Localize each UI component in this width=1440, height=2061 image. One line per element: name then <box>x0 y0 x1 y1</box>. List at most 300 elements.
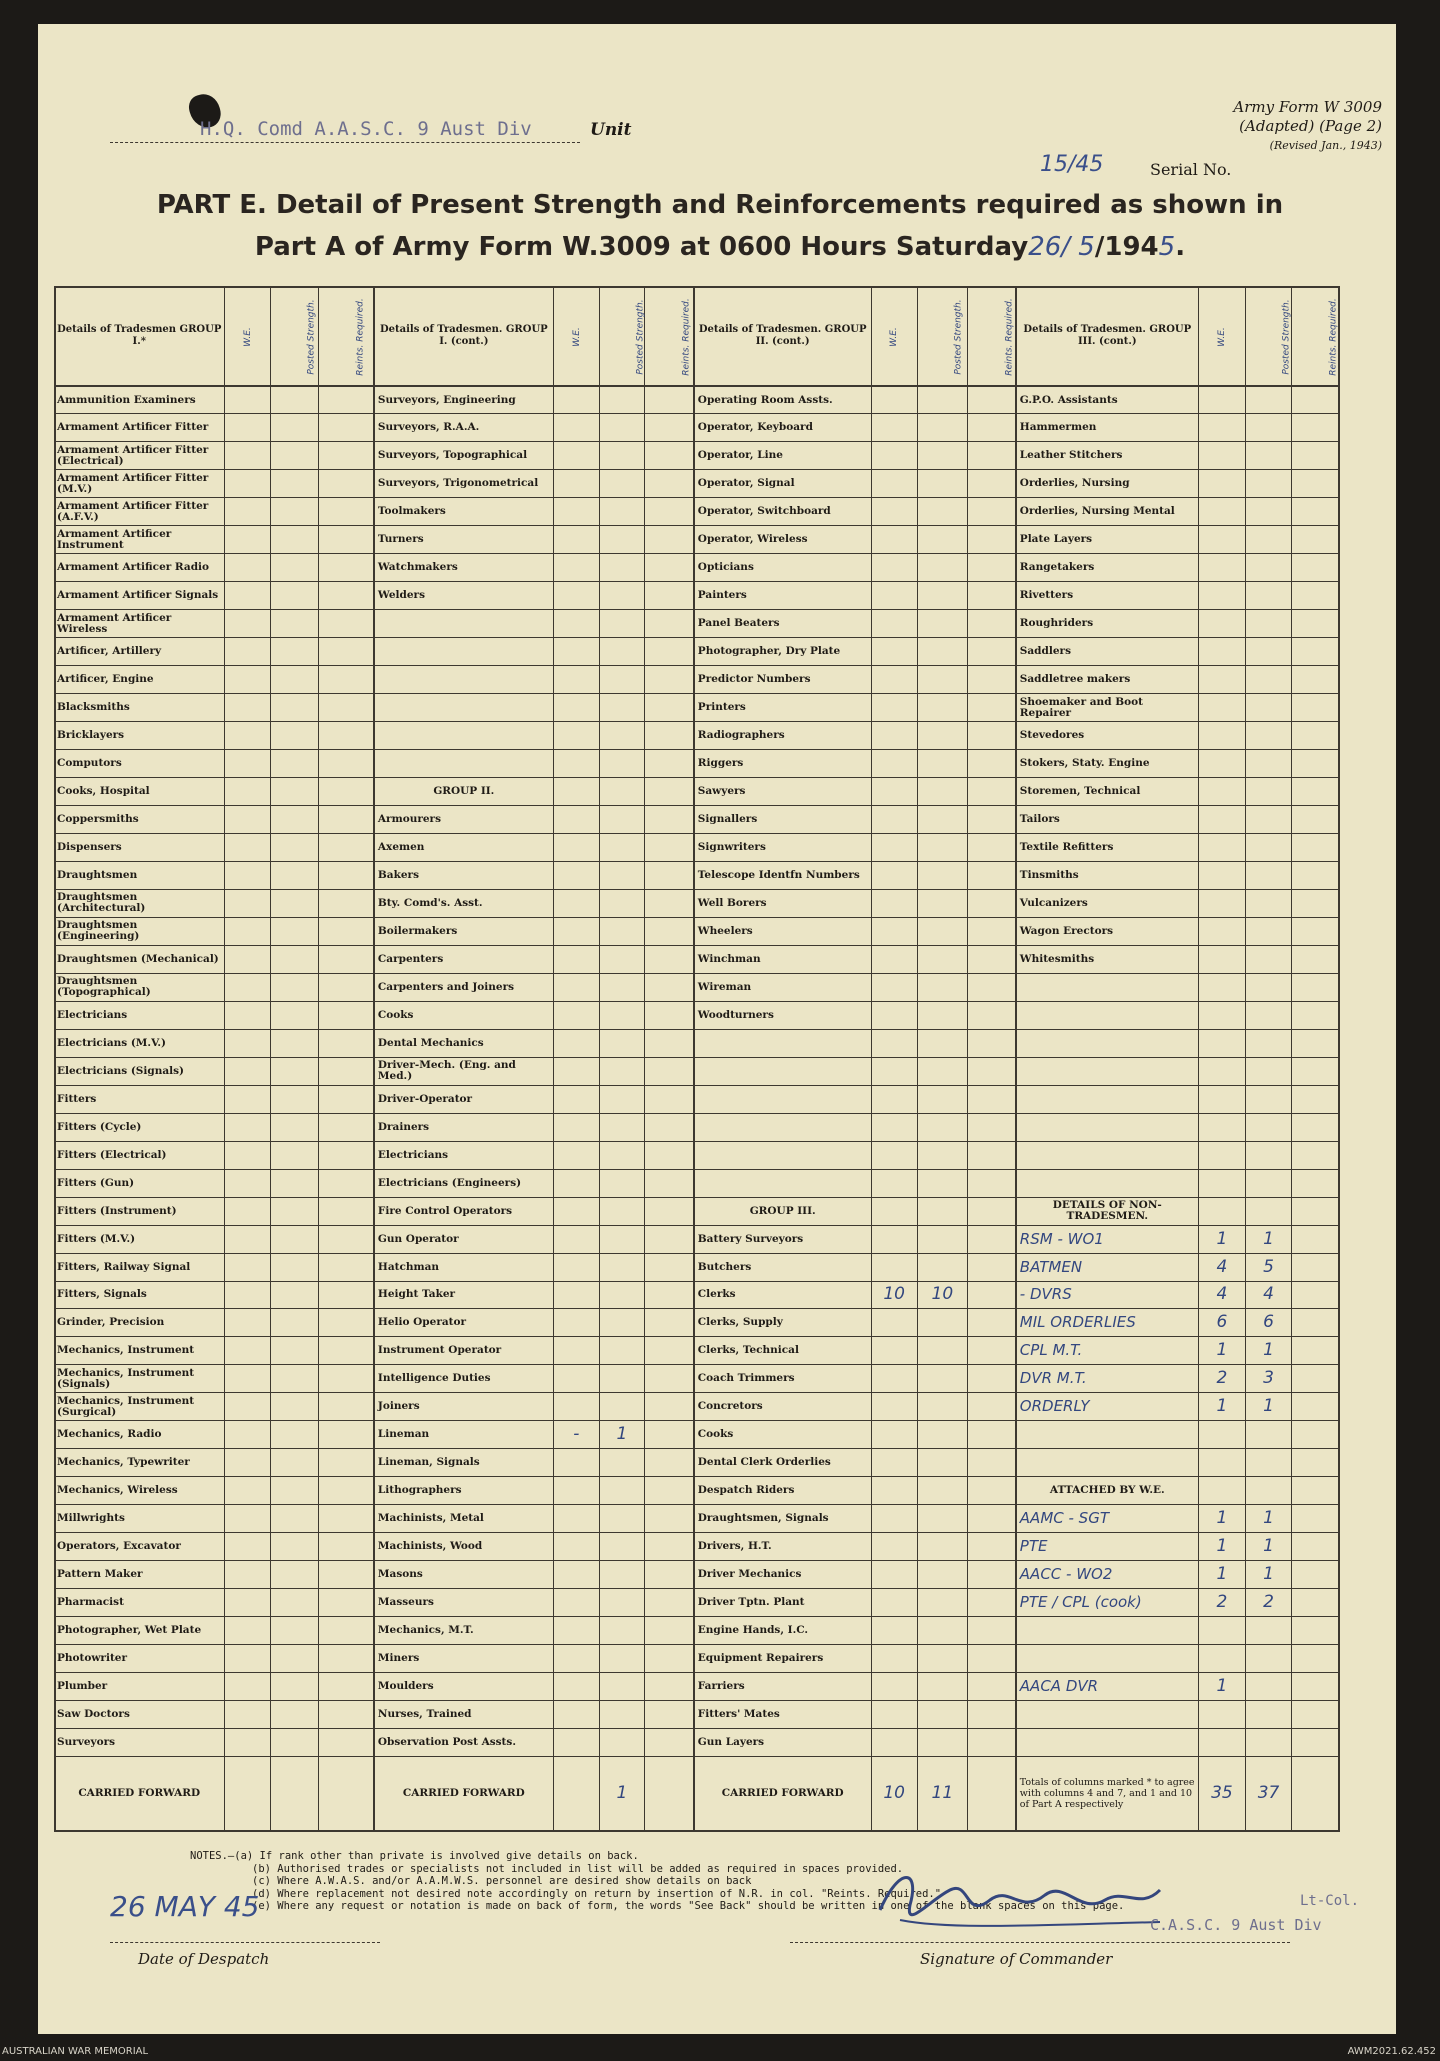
cell-we[interactable] <box>553 1449 599 1477</box>
cell-reints[interactable] <box>645 1701 694 1729</box>
cell-posted[interactable]: 1 <box>1245 1505 1291 1533</box>
cell-we[interactable] <box>871 414 917 442</box>
cell-reints[interactable] <box>968 889 1016 917</box>
cell-we[interactable] <box>1198 526 1245 554</box>
cell-we[interactable] <box>225 638 270 666</box>
cell-we[interactable] <box>553 1309 599 1337</box>
cell-reints[interactable] <box>968 1477 1016 1505</box>
cell-reints[interactable] <box>645 1225 694 1253</box>
cell-posted[interactable] <box>599 666 644 694</box>
cell-posted[interactable] <box>270 1225 318 1253</box>
cell-we[interactable] <box>225 694 270 722</box>
cell-reints[interactable] <box>1292 750 1340 778</box>
cell-reints[interactable] <box>1292 638 1340 666</box>
cell-posted[interactable] <box>1245 1001 1291 1029</box>
cell-we[interactable] <box>1198 973 1245 1001</box>
cell-reints[interactable] <box>1292 722 1340 750</box>
cell-reints[interactable] <box>968 666 1016 694</box>
cell-reints[interactable] <box>318 1141 374 1169</box>
cell-we[interactable] <box>225 1113 270 1141</box>
cell-we[interactable] <box>225 554 270 582</box>
cell-reints[interactable] <box>968 861 1016 889</box>
cell-reints[interactable] <box>1292 1701 1340 1729</box>
cell-reints[interactable] <box>645 1029 694 1057</box>
cell-we[interactable] <box>225 1393 270 1421</box>
cell-reints[interactable] <box>968 1533 1016 1561</box>
cell-reints[interactable] <box>1292 666 1340 694</box>
cell-reints[interactable] <box>1292 694 1340 722</box>
cell-posted[interactable] <box>270 1477 318 1505</box>
cell-we[interactable]: 2 <box>1198 1589 1245 1617</box>
cell-we[interactable] <box>553 806 599 834</box>
cell-posted[interactable] <box>917 442 967 470</box>
cell-posted[interactable] <box>270 1057 318 1085</box>
cell-reints[interactable] <box>318 1281 374 1309</box>
cell-posted[interactable] <box>917 470 967 498</box>
cell-posted[interactable] <box>270 610 318 638</box>
cell-reints[interactable] <box>1292 973 1340 1001</box>
cell-reints[interactable] <box>318 750 374 778</box>
cell-posted[interactable]: 37 <box>1245 1756 1291 1831</box>
cell-we[interactable] <box>871 1141 917 1169</box>
cell-reints[interactable] <box>318 1225 374 1253</box>
cell-we[interactable]: 1 <box>1198 1533 1245 1561</box>
cell-we[interactable] <box>225 1337 270 1365</box>
cell-we[interactable] <box>225 945 270 973</box>
cell-reints[interactable] <box>968 442 1016 470</box>
cell-posted[interactable] <box>599 498 644 526</box>
cell-we[interactable] <box>871 1001 917 1029</box>
cell-posted[interactable] <box>270 778 318 806</box>
cell-reints[interactable] <box>318 1756 374 1831</box>
cell-posted[interactable] <box>599 1309 644 1337</box>
cell-we[interactable] <box>553 694 599 722</box>
cell-posted[interactable] <box>1245 806 1291 834</box>
cell-reints[interactable] <box>1292 1113 1340 1141</box>
cell-posted[interactable] <box>270 973 318 1001</box>
cell-we[interactable] <box>553 1253 599 1281</box>
cell-posted[interactable]: 4 <box>1245 1281 1291 1309</box>
cell-posted[interactable] <box>599 1057 644 1085</box>
cell-we[interactable] <box>225 889 270 917</box>
cell-posted[interactable] <box>270 1589 318 1617</box>
cell-posted[interactable] <box>270 806 318 834</box>
cell-reints[interactable] <box>645 694 694 722</box>
cell-reints[interactable] <box>318 1337 374 1365</box>
cell-reints[interactable] <box>318 1477 374 1505</box>
cell-we[interactable] <box>225 470 270 498</box>
cell-we[interactable] <box>871 1029 917 1057</box>
cell-posted[interactable]: 1 <box>1245 1561 1291 1589</box>
cell-we[interactable] <box>225 526 270 554</box>
cell-posted[interactable]: 6 <box>1245 1309 1291 1337</box>
cell-posted[interactable] <box>917 1477 967 1505</box>
cell-we[interactable] <box>553 1197 599 1225</box>
cell-reints[interactable] <box>968 945 1016 973</box>
cell-we[interactable]: 1 <box>1198 1337 1245 1365</box>
cell-reints[interactable] <box>1292 582 1340 610</box>
cell-posted[interactable] <box>1245 414 1291 442</box>
cell-we[interactable] <box>225 973 270 1001</box>
cell-reints[interactable] <box>318 1253 374 1281</box>
cell-posted[interactable]: 1 <box>599 1421 644 1449</box>
cell-we[interactable] <box>871 694 917 722</box>
cell-posted[interactable]: 1 <box>599 1756 644 1831</box>
cell-posted[interactable] <box>1245 1057 1291 1085</box>
cell-posted[interactable] <box>270 1253 318 1281</box>
cell-we[interactable] <box>871 386 917 414</box>
cell-reints[interactable] <box>645 1169 694 1197</box>
cell-posted[interactable] <box>270 1113 318 1141</box>
cell-we[interactable] <box>871 917 917 945</box>
cell-posted[interactable] <box>917 1197 967 1225</box>
cell-reints[interactable] <box>968 470 1016 498</box>
cell-reints[interactable] <box>318 1113 374 1141</box>
cell-reints[interactable] <box>1292 1001 1340 1029</box>
cell-we[interactable] <box>871 442 917 470</box>
cell-posted[interactable] <box>270 917 318 945</box>
cell-reints[interactable] <box>968 1029 1016 1057</box>
cell-we[interactable] <box>871 498 917 526</box>
cell-reints[interactable] <box>645 526 694 554</box>
cell-posted[interactable] <box>917 582 967 610</box>
cell-we[interactable] <box>871 1673 917 1701</box>
cell-we[interactable] <box>553 1617 599 1645</box>
cell-reints[interactable] <box>318 722 374 750</box>
cell-we[interactable]: 4 <box>1198 1253 1245 1281</box>
cell-we[interactable] <box>1198 1701 1245 1729</box>
cell-posted[interactable] <box>270 582 318 610</box>
cell-reints[interactable] <box>645 861 694 889</box>
cell-we[interactable] <box>225 1533 270 1561</box>
cell-reints[interactable] <box>645 1729 694 1757</box>
cell-we[interactable] <box>225 861 270 889</box>
cell-reints[interactable] <box>645 1589 694 1617</box>
cell-reints[interactable] <box>1292 1197 1340 1225</box>
cell-posted[interactable] <box>270 470 318 498</box>
cell-we[interactable] <box>871 1113 917 1141</box>
cell-reints[interactable] <box>1292 526 1340 554</box>
cell-posted[interactable] <box>270 1561 318 1589</box>
cell-posted[interactable] <box>1245 973 1291 1001</box>
cell-reints[interactable] <box>318 470 374 498</box>
cell-we[interactable] <box>553 1169 599 1197</box>
cell-reints[interactable] <box>968 610 1016 638</box>
cell-reints[interactable] <box>968 414 1016 442</box>
cell-we[interactable]: - <box>553 1421 599 1449</box>
cell-reints[interactable] <box>645 806 694 834</box>
cell-we[interactable] <box>871 1477 917 1505</box>
cell-reints[interactable] <box>318 834 374 862</box>
cell-posted[interactable] <box>599 1113 644 1141</box>
cell-reints[interactable] <box>645 666 694 694</box>
cell-posted[interactable] <box>599 1645 644 1673</box>
cell-we[interactable] <box>225 806 270 834</box>
cell-we[interactable] <box>225 917 270 945</box>
cell-posted[interactable]: 1 <box>1245 1225 1291 1253</box>
cell-we[interactable] <box>871 1057 917 1085</box>
cell-we[interactable]: 1 <box>1198 1393 1245 1421</box>
cell-reints[interactable] <box>645 973 694 1001</box>
cell-we[interactable] <box>553 1225 599 1253</box>
cell-posted[interactable] <box>917 722 967 750</box>
cell-posted[interactable] <box>599 1505 644 1533</box>
cell-we[interactable] <box>225 1057 270 1085</box>
cell-we[interactable] <box>871 1617 917 1645</box>
cell-we[interactable] <box>225 386 270 414</box>
cell-reints[interactable] <box>645 1253 694 1281</box>
cell-we[interactable] <box>553 526 599 554</box>
cell-posted[interactable] <box>917 1617 967 1645</box>
cell-we[interactable] <box>871 1253 917 1281</box>
cell-we[interactable] <box>871 1085 917 1113</box>
cell-posted[interactable] <box>599 442 644 470</box>
cell-posted[interactable] <box>270 1085 318 1113</box>
cell-we[interactable] <box>553 1141 599 1169</box>
cell-reints[interactable] <box>968 554 1016 582</box>
cell-reints[interactable] <box>968 806 1016 834</box>
cell-reints[interactable] <box>1292 1253 1340 1281</box>
cell-reints[interactable] <box>645 778 694 806</box>
cell-posted[interactable] <box>599 1589 644 1617</box>
cell-reints[interactable] <box>1292 1421 1340 1449</box>
cell-posted[interactable] <box>1245 470 1291 498</box>
cell-reints[interactable] <box>1292 498 1340 526</box>
cell-we[interactable] <box>871 1505 917 1533</box>
cell-posted[interactable] <box>1245 554 1291 582</box>
cell-reints[interactable] <box>645 834 694 862</box>
cell-reints[interactable] <box>968 1225 1016 1253</box>
cell-we[interactable] <box>553 1729 599 1757</box>
cell-posted[interactable] <box>917 778 967 806</box>
cell-posted[interactable] <box>917 498 967 526</box>
cell-reints[interactable] <box>968 778 1016 806</box>
cell-posted[interactable] <box>917 1729 967 1757</box>
cell-reints[interactable] <box>968 1001 1016 1029</box>
cell-we[interactable] <box>553 945 599 973</box>
cell-reints[interactable] <box>1292 1645 1340 1673</box>
cell-posted[interactable] <box>599 806 644 834</box>
cell-reints[interactable] <box>968 1197 1016 1225</box>
cell-posted[interactable] <box>1245 1421 1291 1449</box>
cell-we[interactable] <box>871 1365 917 1393</box>
cell-reints[interactable] <box>968 1337 1016 1365</box>
cell-we[interactable] <box>1198 1113 1245 1141</box>
cell-posted[interactable] <box>917 1701 967 1729</box>
cell-posted[interactable] <box>917 1645 967 1673</box>
cell-we[interactable] <box>1198 442 1245 470</box>
cell-posted[interactable] <box>599 889 644 917</box>
cell-reints[interactable] <box>645 1309 694 1337</box>
cell-we[interactable] <box>225 1141 270 1169</box>
cell-reints[interactable] <box>1292 889 1340 917</box>
cell-reints[interactable] <box>968 1113 1016 1141</box>
cell-we[interactable] <box>225 1421 270 1449</box>
cell-we[interactable] <box>553 1701 599 1729</box>
cell-posted[interactable] <box>917 1001 967 1029</box>
cell-we[interactable]: 1 <box>1198 1673 1245 1701</box>
cell-posted[interactable] <box>1245 1029 1291 1057</box>
cell-posted[interactable] <box>599 1561 644 1589</box>
cell-we[interactable] <box>553 1281 599 1309</box>
cell-posted[interactable] <box>917 1449 967 1477</box>
cell-reints[interactable] <box>645 1505 694 1533</box>
cell-we[interactable] <box>1198 861 1245 889</box>
cell-posted[interactable] <box>599 1729 644 1757</box>
cell-posted[interactable]: 11 <box>917 1756 967 1831</box>
cell-we[interactable] <box>225 442 270 470</box>
cell-reints[interactable] <box>1292 470 1340 498</box>
cell-we[interactable] <box>1198 470 1245 498</box>
cell-reints[interactable] <box>645 1057 694 1085</box>
cell-we[interactable] <box>1198 722 1245 750</box>
cell-we[interactable] <box>871 750 917 778</box>
cell-we[interactable] <box>225 1645 270 1673</box>
cell-reints[interactable] <box>645 1281 694 1309</box>
cell-reints[interactable] <box>645 1085 694 1113</box>
cell-reints[interactable] <box>968 1589 1016 1617</box>
cell-we[interactable] <box>553 1337 599 1365</box>
cell-reints[interactable] <box>968 498 1016 526</box>
cell-reints[interactable] <box>968 694 1016 722</box>
cell-reints[interactable] <box>318 1001 374 1029</box>
cell-we[interactable] <box>553 442 599 470</box>
cell-we[interactable] <box>871 1701 917 1729</box>
cell-reints[interactable] <box>1292 1533 1340 1561</box>
cell-reints[interactable] <box>318 610 374 638</box>
cell-we[interactable] <box>1198 778 1245 806</box>
cell-reints[interactable] <box>318 1029 374 1057</box>
cell-reints[interactable] <box>318 1421 374 1449</box>
cell-reints[interactable] <box>645 917 694 945</box>
cell-we[interactable] <box>1198 1449 1245 1477</box>
cell-we[interactable] <box>871 638 917 666</box>
cell-posted[interactable] <box>917 917 967 945</box>
cell-reints[interactable] <box>318 498 374 526</box>
cell-reints[interactable] <box>1292 386 1340 414</box>
cell-posted[interactable] <box>599 1449 644 1477</box>
cell-reints[interactable] <box>968 1673 1016 1701</box>
cell-posted[interactable] <box>1245 666 1291 694</box>
cell-reints[interactable] <box>968 1141 1016 1169</box>
cell-we[interactable] <box>871 554 917 582</box>
cell-posted[interactable] <box>270 666 318 694</box>
cell-reints[interactable] <box>645 1365 694 1393</box>
cell-we[interactable] <box>1198 498 1245 526</box>
cell-we[interactable] <box>1198 1617 1245 1645</box>
cell-posted[interactable] <box>917 973 967 1001</box>
cell-we[interactable] <box>225 1309 270 1337</box>
cell-posted[interactable] <box>917 554 967 582</box>
cell-reints[interactable] <box>968 973 1016 1001</box>
cell-we[interactable] <box>1198 1197 1245 1225</box>
cell-reints[interactable] <box>318 945 374 973</box>
cell-we[interactable] <box>553 1589 599 1617</box>
cell-reints[interactable] <box>318 1589 374 1617</box>
cell-posted[interactable] <box>599 386 644 414</box>
cell-posted[interactable] <box>917 1057 967 1085</box>
cell-reints[interactable] <box>968 1756 1016 1831</box>
cell-we[interactable] <box>871 1561 917 1589</box>
cell-we[interactable] <box>225 1197 270 1225</box>
cell-posted[interactable] <box>1245 778 1291 806</box>
cell-posted[interactable] <box>1245 610 1291 638</box>
cell-posted[interactable] <box>599 526 644 554</box>
cell-we[interactable] <box>553 834 599 862</box>
cell-posted[interactable] <box>917 638 967 666</box>
cell-reints[interactable] <box>968 1281 1016 1309</box>
cell-posted[interactable] <box>917 1085 967 1113</box>
cell-reints[interactable] <box>645 1477 694 1505</box>
cell-reints[interactable] <box>1292 1477 1340 1505</box>
cell-reints[interactable] <box>318 1729 374 1757</box>
cell-posted[interactable] <box>1245 1449 1291 1477</box>
cell-reints[interactable] <box>645 638 694 666</box>
cell-we[interactable] <box>225 1505 270 1533</box>
cell-we[interactable] <box>553 610 599 638</box>
cell-we[interactable] <box>1198 1169 1245 1197</box>
cell-we[interactable] <box>553 750 599 778</box>
cell-posted[interactable] <box>270 414 318 442</box>
cell-reints[interactable] <box>968 1729 1016 1757</box>
cell-posted[interactable] <box>270 722 318 750</box>
cell-posted[interactable] <box>917 526 967 554</box>
cell-posted[interactable] <box>917 806 967 834</box>
cell-we[interactable] <box>225 582 270 610</box>
cell-posted[interactable] <box>599 694 644 722</box>
cell-posted[interactable] <box>599 1197 644 1225</box>
cell-posted[interactable] <box>599 1281 644 1309</box>
cell-we[interactable] <box>225 1701 270 1729</box>
cell-we[interactable] <box>225 666 270 694</box>
cell-we[interactable] <box>1198 554 1245 582</box>
cell-we[interactable] <box>553 1505 599 1533</box>
cell-posted[interactable] <box>1245 442 1291 470</box>
cell-we[interactable] <box>553 1085 599 1113</box>
cell-we[interactable] <box>871 834 917 862</box>
cell-we[interactable] <box>225 1589 270 1617</box>
cell-we[interactable] <box>553 917 599 945</box>
cell-reints[interactable] <box>1292 834 1340 862</box>
cell-we[interactable] <box>1198 610 1245 638</box>
cell-posted[interactable] <box>1245 1617 1291 1645</box>
cell-posted[interactable] <box>270 1645 318 1673</box>
cell-reints[interactable] <box>1292 1673 1340 1701</box>
cell-reints[interactable] <box>645 1001 694 1029</box>
cell-we[interactable] <box>225 1365 270 1393</box>
cell-we[interactable] <box>553 638 599 666</box>
cell-reints[interactable] <box>968 386 1016 414</box>
cell-posted[interactable] <box>599 1337 644 1365</box>
cell-reints[interactable] <box>1292 1029 1340 1057</box>
cell-reints[interactable] <box>1292 414 1340 442</box>
cell-reints[interactable] <box>318 694 374 722</box>
cell-reints[interactable] <box>318 526 374 554</box>
cell-reints[interactable] <box>1292 554 1340 582</box>
cell-reints[interactable] <box>1292 442 1340 470</box>
cell-posted[interactable] <box>270 1309 318 1337</box>
cell-we[interactable] <box>553 386 599 414</box>
cell-posted[interactable] <box>599 1225 644 1253</box>
cell-reints[interactable] <box>318 638 374 666</box>
cell-we[interactable] <box>871 1393 917 1421</box>
cell-we[interactable] <box>871 666 917 694</box>
cell-posted[interactable] <box>1245 694 1291 722</box>
cell-reints[interactable] <box>968 638 1016 666</box>
cell-posted[interactable] <box>270 1393 318 1421</box>
cell-reints[interactable] <box>968 1309 1016 1337</box>
cell-reints[interactable] <box>645 386 694 414</box>
